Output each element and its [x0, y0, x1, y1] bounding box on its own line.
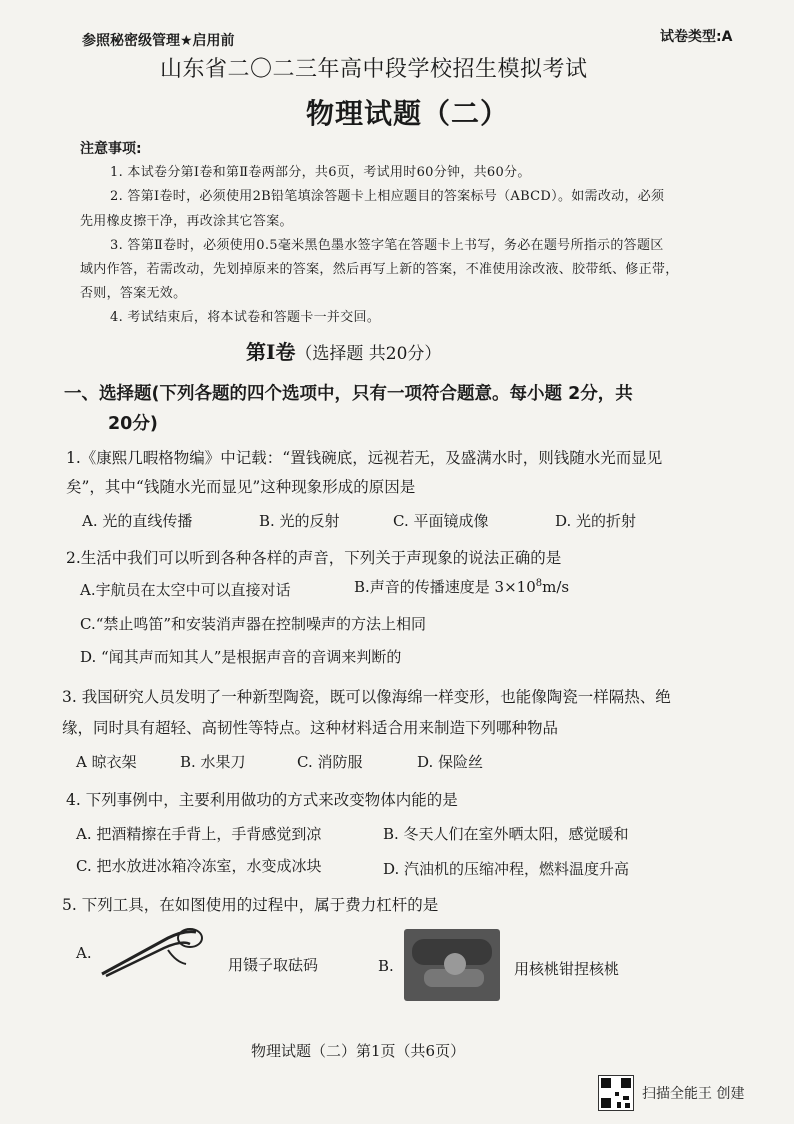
q5-option-a-caption: 用镊子取砝码 [228, 956, 319, 974]
q1-option-d: D. 光的折射 [555, 512, 637, 530]
q1-stem-cont: 矣”，其中“钱随水光而显见”这种现象形成的原因是 [66, 478, 416, 496]
q4-option-b: B. 冬天人们在室外晒太阳，感觉暖和 [383, 825, 629, 843]
q2-option-d: D. “闻其声而知其人”是根据声音的音调来判断的 [80, 648, 402, 666]
notice-line: 2. 答第Ⅰ卷时，必须使用2B铅笔填涂答题卡上相应题目的答案标号（ABCD）。如需改动，必须 [110, 189, 665, 204]
q5-stem: 5. 下列工具，在如图使用的过程中，属于费力杠杆的是 [62, 896, 439, 914]
q5-option-a-label: A. [76, 944, 92, 962]
part-heading: 一、选择题(下列各题的四个选项中，只有一项符合题意。每小题 2分，共 [64, 384, 633, 404]
q4-option-c: C. 把水放进冰箱冷冻室，水变成冰块 [76, 857, 322, 875]
subject-title: 物理试题（二） [306, 97, 510, 130]
q3-option-b: B. 水果刀 [180, 753, 246, 771]
q2-option-b-prefix: B.声音的传播速度是 3×10 [354, 578, 536, 596]
part-heading-cont: 20分) [108, 414, 158, 434]
q1-option-b: B. 光的反射 [259, 512, 340, 530]
q3-stem-cont: 缘，同时具有超轻、高韧性等特点。这种材料适合用来制造下列哪种物品 [62, 719, 559, 737]
q5-option-b-caption: 用核桃钳捏核桃 [514, 960, 620, 978]
exam-title: 山东省二〇二三年高中段学校招生模拟考试 [160, 57, 588, 82]
q1-option-c: C. 平面镜成像 [393, 512, 489, 530]
section-title [246, 336, 441, 365]
page-footer: 物理试题（二）第1页（共6页） [251, 1042, 466, 1060]
q2-option-a: A.宇航员在太空中可以直接对话 [80, 581, 291, 599]
notice-line: 先用橡皮擦干净，再改涂其它答案。 [80, 214, 293, 229]
q1-option-a: A. 光的直线传播 [82, 512, 193, 530]
q2-option-b [354, 576, 569, 597]
q2-option-c: C.“禁止鸣笛”和安装消声器在控制噪声的方法上相同 [80, 615, 427, 633]
tweezers-image [98, 922, 208, 980]
q3-option-c: C. 消防服 [297, 753, 363, 771]
q4-option-a: A. 把酒精擦在手背上，手背感觉到凉 [76, 825, 322, 843]
q3-option-d: D. 保险丝 [417, 753, 484, 771]
q1-stem: 1.《康熙几暇格物编》中记载：“置钱碗底，远视若无，及盛满水时，则钱随水光而显见 [66, 449, 663, 467]
qr-code-icon [598, 1075, 634, 1111]
q5-option-b-label: B. [378, 957, 394, 975]
q4-stem: 4. 下列事例中，主要利用做功的方式来改变物体内能的是 [66, 791, 458, 809]
notice-heading: 注意事项: [80, 141, 142, 157]
secret-label: 参照秘密级管理★启用前 [82, 33, 235, 49]
q2-option-b-unit: m/s [542, 578, 570, 596]
q2-option-b-exponent: 8 [535, 578, 543, 589]
notice-line: 4. 考试结束后，将本试卷和答题卡一并交回。 [110, 310, 381, 325]
notice-line: 否则，答案无效。 [80, 286, 187, 301]
notice-line: 域内作答，若需改动，先划掉原来的答案，然后再写上新的答案，不准使用涂改液、胶带纸、修正带， [80, 262, 679, 277]
notice-line: 1. 本试卷分第Ⅰ卷和第Ⅱ卷两部分，共6页，考试用时60分钟，共60分。 [110, 165, 531, 180]
paper-type: 试卷类型:A [660, 29, 733, 45]
q4-option-d: D. 汽油机的压缩冲程，燃料温度升高 [383, 860, 630, 878]
section-title-sub: （选择题 共20分） [295, 344, 442, 364]
q3-option-a: A 晾衣架 [76, 753, 137, 771]
nutcracker-photo [404, 929, 500, 1001]
q2-stem: 2.生活中我们可以听到各种各样的声音，下列关于声现象的说法正确的是 [66, 549, 562, 567]
scanner-watermark: 扫描全能王 创建 [642, 1086, 745, 1102]
section-title-main: 第Ⅰ卷 [246, 340, 296, 364]
q3-stem: 3. 我国研究人员发明了一种新型陶瓷，既可以像海绵一样变形，也能像陶瓷一样隔热、绝 [62, 688, 671, 706]
notice-line: 3. 答第Ⅱ卷时，必须使用0.5毫米黑色墨水签字笔在答题卡上书写，务必在题号所指示的答题区 [110, 238, 664, 253]
